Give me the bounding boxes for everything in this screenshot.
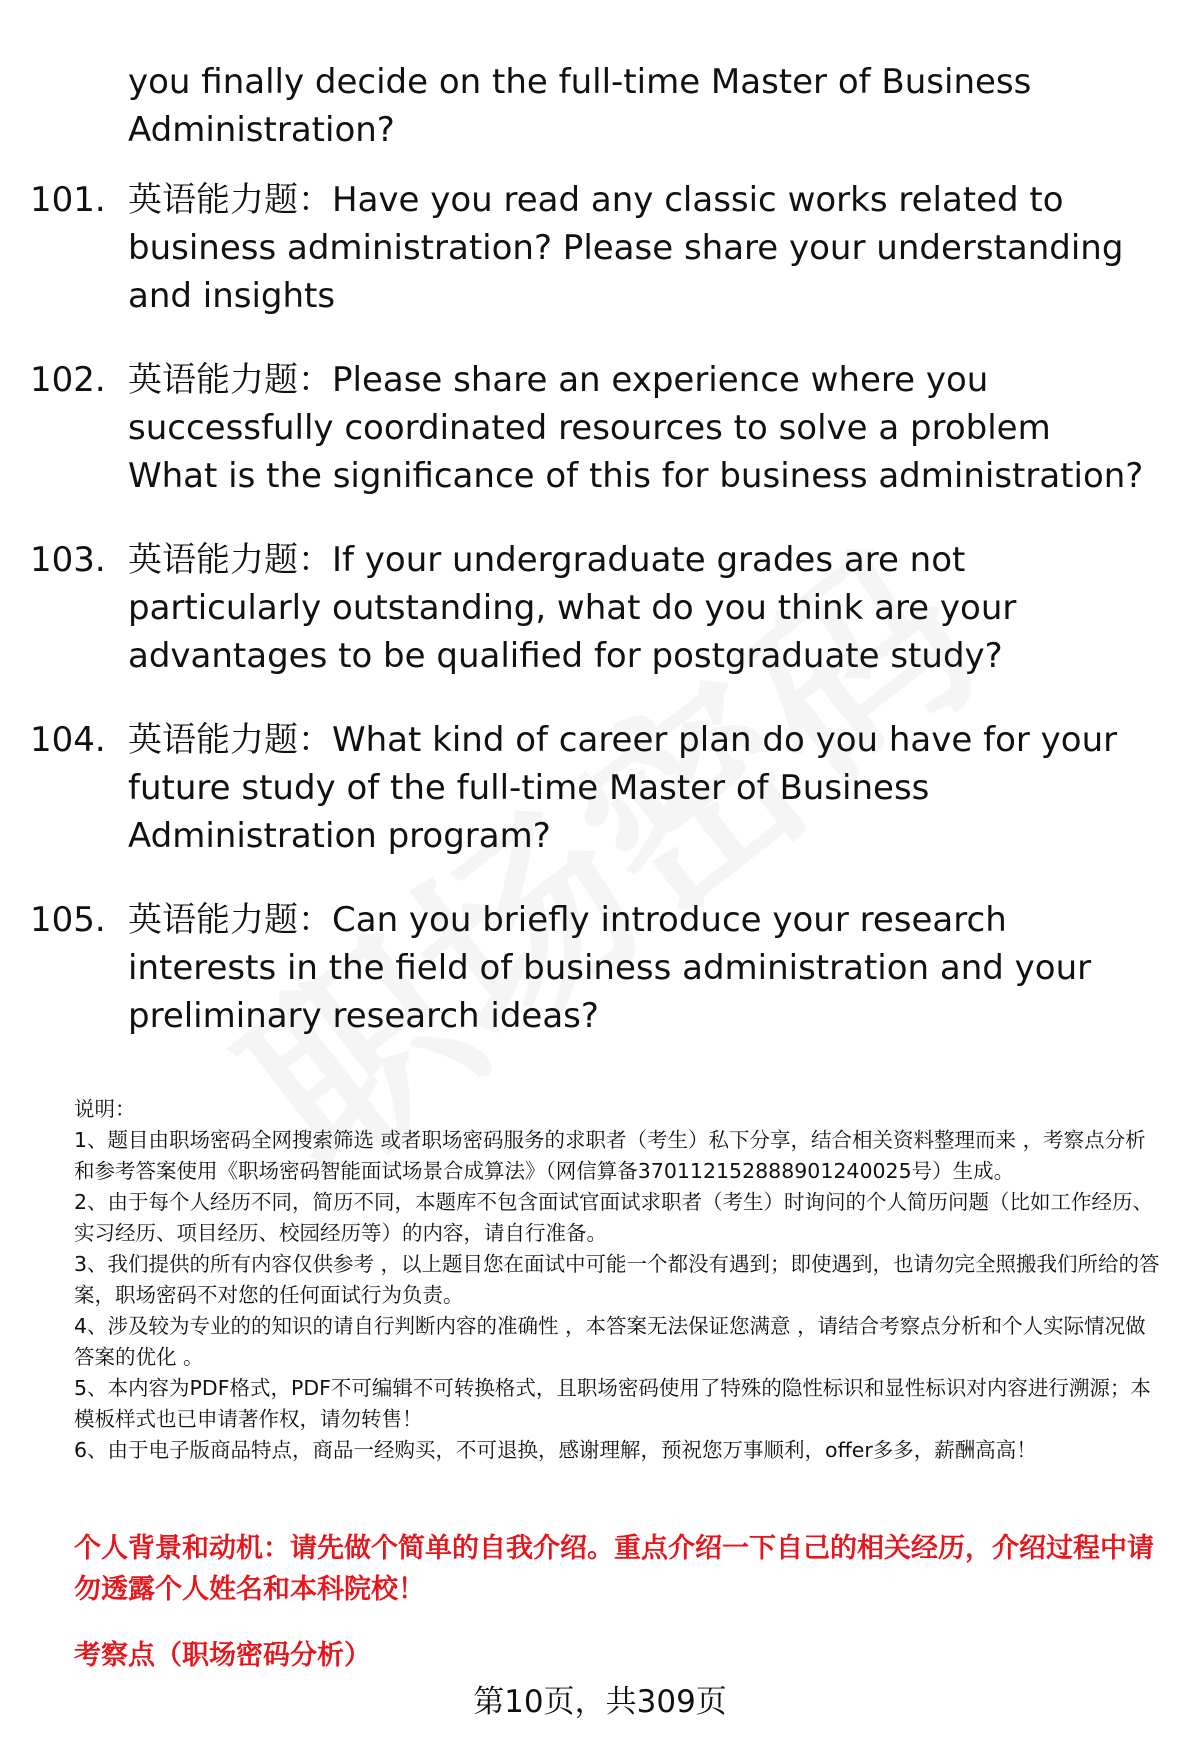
question-line: preliminary research ideas?: [128, 996, 599, 1036]
continuation-line: Administration?: [128, 110, 395, 150]
question-line: interests in the field of business administration and your: [128, 948, 1092, 988]
notes-title: 说明：: [74, 1097, 136, 1121]
question-number: 103.: [30, 540, 106, 580]
note-item: 3、我们提供的所有内容仅供参考 ，以上题目您在面试中可能一个都没有遇到；即使遇到，也请勿完全照搬我们所给的答案，职场密码不对您的任何面试行为负责。: [74, 1252, 1160, 1307]
question-number: 101.: [30, 180, 106, 220]
notes-section: [74, 1094, 1164, 1466]
note-item: 6、由于电子版商品特点，商品一经购买，不可退换，感谢理解，预祝您万事顺利，offer多多，薪酬高高！: [74, 1438, 1037, 1462]
question-line: 英语能力题：If your undergraduate grades are not: [128, 540, 966, 580]
question-line: 英语能力题：What kind of career plan do you have for your: [128, 720, 1118, 760]
personal-background-heading: 个人背景和动机：请先做个简单的自我介绍。重点介绍一下自己的相关经历，介绍过程中请勿透露个人姓名和本科院校！: [74, 1533, 1154, 1605]
analysis-heading: 考察点（职场密码分析）: [74, 1640, 371, 1671]
question-line: future study of the full-time Master of Business: [128, 768, 930, 808]
question-line: Administration program?: [128, 816, 551, 856]
question-line: particularly outstanding, what do you think are your: [128, 588, 1017, 628]
continuation-line: you finally decide on the full-time Master of Business: [128, 62, 1032, 102]
question-line: What is the significance of this for business administration?: [128, 456, 1144, 496]
question-continuation: [128, 58, 1188, 154]
question-number: 104.: [30, 720, 106, 760]
question-line: and insights: [128, 276, 336, 316]
page-number: 第10页，共309页: [473, 1684, 727, 1720]
note-item: 1、题目由职场密码全网搜索筛选 或者职场密码服务的求职者（考生）私下分享，结合相关资料整理而来 ，考察点分析和参考答案使用《职场密码智能面试场景合成算法》（网信算备370112152888901240025号）生成。: [74, 1128, 1146, 1183]
note-item: 5、本内容为PDF格式，PDF不可编辑不可转换格式，且职场密码使用了特殊的隐性标识和显性标识对内容进行溯源；本模板样式也已申请著作权，请勿转售！: [74, 1376, 1151, 1431]
question-line: advantages to be qualified for postgraduate study?: [128, 636, 1003, 676]
question-line: business administration? Please share your understanding: [128, 228, 1124, 268]
question-line: successfully coordinated resources to solve a problem: [128, 408, 1051, 448]
question-number: 102.: [30, 360, 106, 400]
question-line: 英语能力题：Can you briefly introduce your research: [128, 900, 1007, 940]
question-number: 105.: [30, 900, 106, 940]
question-line: 英语能力题：Please share an experience where you: [128, 360, 989, 400]
question-line: 英语能力题：Have you read any classic works related to: [128, 180, 1064, 220]
note-item: 4、涉及较为专业的的知识的请自行判断内容的准确性 ，本答案无法保证您满意 ，请结合考察点分析和个人实际情况做答案的优化 。: [74, 1314, 1146, 1369]
note-item: 2、由于每个人经历不同，简历不同，本题库不包含面试官面试求职者（考生）时询问的个人简历问题（比如工作经历、实习经历、项目经历、校园经历等）的内容，请自行准备。: [74, 1190, 1154, 1245]
